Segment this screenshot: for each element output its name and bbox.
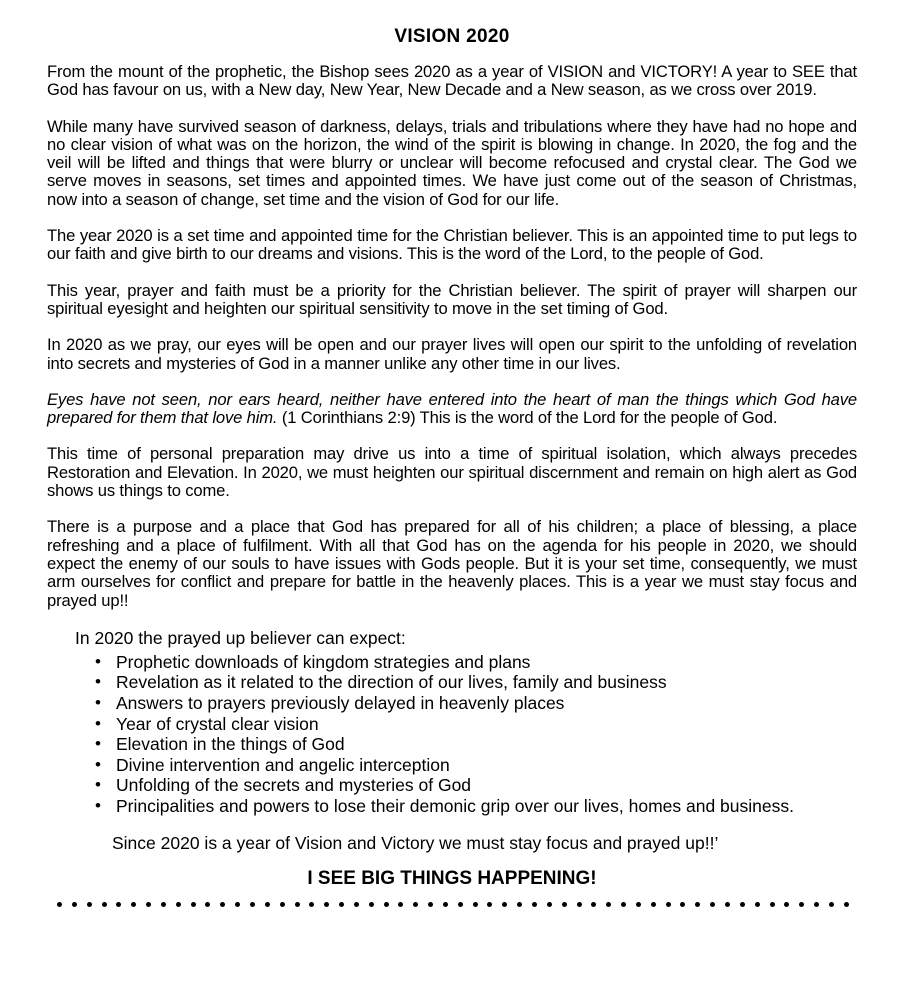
divider-dot (309, 902, 314, 907)
divider-dot (487, 902, 492, 907)
divider-dot (116, 902, 121, 907)
divider-dot (814, 902, 819, 907)
divider-dot (517, 902, 522, 907)
bullet-icon: • (95, 713, 101, 733)
divider-dot (666, 902, 671, 907)
list-item (47, 775, 857, 796)
list-item (47, 734, 857, 755)
divider-dot (443, 902, 448, 907)
list-item-text: Principalities and powers to lose their demonic grip over our lives, homes and business. (116, 795, 794, 816)
document-page (47, 26, 857, 907)
divider-dot (413, 902, 418, 907)
banner-heading: I SEE BIG THINGS HAPPENING! (307, 867, 597, 889)
scripture-reference: (1 Corinthians 2:9) This is the word of the Lord for the people of God. (277, 408, 778, 428)
divider-dot (339, 902, 344, 907)
list-item-text: Answers to prayers previously delayed in heavenly places (116, 693, 565, 714)
closing-line: Since 2020 is a year of Vision and Victory we must stay focus and prayed up!!’ (112, 832, 719, 853)
divider-dot (235, 902, 240, 907)
divider-dot (428, 902, 433, 907)
divider-dot (532, 902, 537, 907)
divider-dot (799, 902, 804, 907)
bullet-icon: • (95, 693, 101, 713)
divider-dot (591, 902, 596, 907)
expectations-list (47, 652, 857, 817)
divider-dot (191, 902, 196, 907)
divider-dot (250, 902, 255, 907)
document-title: VISION 2020 (394, 26, 510, 47)
divider-dot (161, 902, 166, 907)
divider-dot (740, 902, 745, 907)
paragraph-set-time: The year 2020 is a set time and appointed time for the Christian believer. This is an appointed time to put legs to our faith and give birth to our dreams and visions. This is the word of the Lord, to the people of God. (47, 226, 857, 264)
list-item (47, 652, 857, 673)
bullet-icon: • (95, 754, 101, 774)
divider-dot (680, 902, 685, 907)
divider-dot (398, 902, 403, 907)
divider-dot (102, 902, 107, 907)
paragraph-intro: From the mount of the prophetic, the Bishop sees 2020 as a year of VISION and VICTORY! A year to SEE that God has favour on us, with a New day, New Year, New Decade and a New season, as we cross over 2019. (47, 62, 857, 100)
list-item-text: Divine intervention and angelic interception (116, 754, 450, 775)
divider-dot (176, 902, 181, 907)
divider-dot (636, 902, 641, 907)
divider-dot (220, 902, 225, 907)
paragraph-scripture (47, 391, 857, 428)
list-item-text: Year of crystal clear vision (116, 713, 319, 734)
divider-dot (324, 902, 329, 907)
divider-dot (57, 902, 62, 907)
divider-dot (651, 902, 656, 907)
paragraph-eyes-open: In 2020 as we pray, our eyes will be open and our prayer lives will open our spirit to the unfolding of revelation into secrets and mysteries of God in a manner unlike any other time in our lives. (47, 335, 857, 373)
divider-dot (473, 902, 478, 907)
divider-dot (502, 902, 507, 907)
divider-dot (146, 902, 151, 907)
list-item-text: Unfolding of the secrets and mysteries of God (116, 775, 472, 796)
expectations-intro: In 2020 the prayed up believer can expect: (75, 627, 406, 648)
bullet-icon: • (95, 775, 101, 795)
divider-dot (695, 902, 700, 907)
paragraph-preparation: This time of personal preparation may drive us into a time of spiritual isolation, which always precedes Restoration and Elevation. In 2020, we must heighten our spiritual discernment and remain on high alert as God shows us things to come. (47, 444, 857, 501)
divider-dot (131, 902, 136, 907)
divider-dot (829, 902, 834, 907)
divider-dot (458, 902, 463, 907)
divider-dot (784, 902, 789, 907)
list-item-text: Elevation in the things of God (116, 734, 345, 755)
bullet-icon: • (95, 734, 101, 754)
divider-dot (295, 902, 300, 907)
list-item (47, 714, 857, 735)
divider-dot (844, 902, 849, 907)
divider-dot (205, 902, 210, 907)
divider-dot (577, 902, 582, 907)
list-item-text: Prophetic downloads of kingdom strategies and plans (116, 651, 531, 672)
paragraph-darkness: While many have survived season of darkness, delays, trials and tribulations where they have had no hope and no clear vision of what was on the horizon, the wind of the spirit is blowing in change. In 2020, the fog and the veil will be lifted and things that were blurry or unclear will become refocused and crystal clear. The God we serve moves in seasons, set times and appointed times. We have just come out of the season of Christmas, now into a season of change, set time and the vision of God for our life. (47, 116, 857, 209)
divider-dot (725, 902, 730, 907)
list-item (47, 672, 857, 693)
bullet-icon: • (95, 651, 101, 671)
divider-dot (87, 902, 92, 907)
divider-dot (265, 902, 270, 907)
divider-dot (562, 902, 567, 907)
list-item (47, 693, 857, 714)
divider-dot (354, 902, 359, 907)
divider-dot (710, 902, 715, 907)
divider-dot (72, 902, 77, 907)
paragraph-purpose: There is a purpose and a place that God has prepared for all of his children; a place of blessing, a place refreshing and a place of fulfilment. With all that God has on the agenda for his people in 2020, we should expect the enemy of our souls to have issues with Gods people. But it is your set time, consequently, we must arm ourselves for conflict and prepare for battle in the heavenly places. This is a year we must stay focus and prayed up!! (47, 517, 857, 610)
list-item (47, 796, 857, 817)
list-item-text: Revelation as it related to the direction of our lives, family and business (116, 672, 667, 693)
divider-dot (280, 902, 285, 907)
bullet-icon: • (95, 795, 101, 815)
scripture-quote: Eyes have not seen, nor ears heard, neither have entered into the heart of man the things which God have prepared for them that love him. (47, 389, 857, 428)
paragraph-prayer-faith: This year, prayer and faith must be a priority for the Christian believer. The spirit of prayer will sharpen our spiritual eyesight and heighten our spiritual sensitivity to move in the set timing of God. (47, 280, 857, 318)
list-item (47, 755, 857, 776)
bullet-icon: • (95, 672, 101, 692)
divider-dot (369, 902, 374, 907)
divider-dot (384, 902, 389, 907)
divider-dot (547, 902, 552, 907)
divider-dot (621, 902, 626, 907)
divider-dot (755, 902, 760, 907)
divider-dot (606, 902, 611, 907)
divider-dot (770, 902, 775, 907)
dotted-divider (57, 902, 849, 907)
